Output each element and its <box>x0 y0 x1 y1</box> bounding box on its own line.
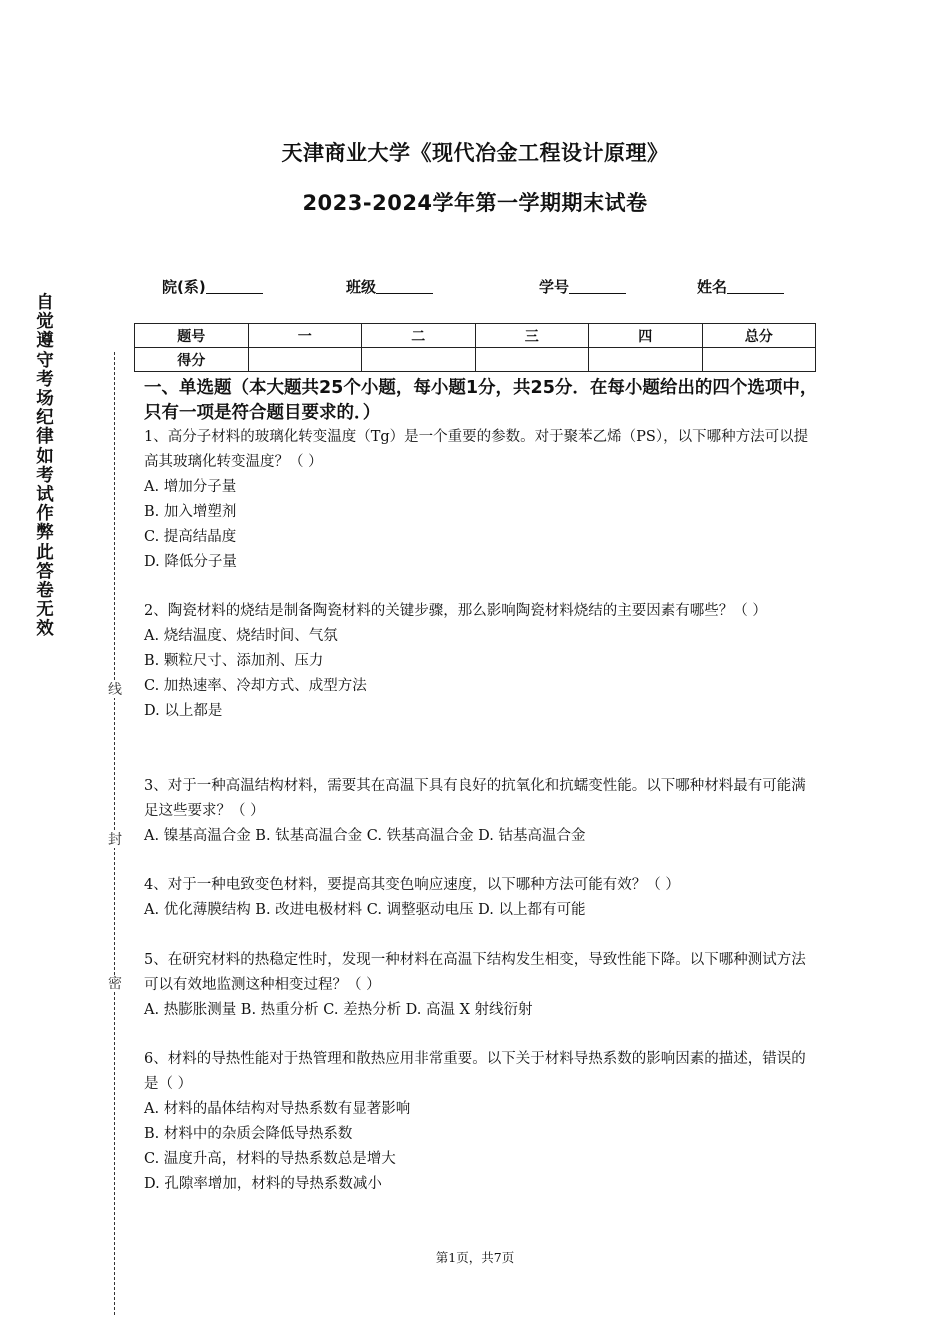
question-6 <box>144 1047 820 1197</box>
score-header-cell: 题号 <box>135 324 249 348</box>
question-3 <box>144 774 820 849</box>
score-table-score-row <box>135 348 816 372</box>
score-row-label: 得分 <box>135 348 249 372</box>
side-warning-text: 自觉遵守考场纪律如考试作弊此答卷无效 <box>36 293 54 640</box>
student-id-field <box>539 276 626 297</box>
option-a[interactable]: A. 烧结温度、烧结时间、气氛 <box>144 628 338 644</box>
question-2 <box>144 599 820 724</box>
department-blank[interactable] <box>206 279 263 294</box>
question-1 <box>144 425 820 575</box>
student-id-blank[interactable] <box>569 279 626 294</box>
option-a[interactable]: A. 增加分子量 <box>144 479 237 495</box>
score-table-header-row <box>135 324 816 348</box>
page-number: 第1页，共7页 <box>435 1250 515 1265</box>
score-cell[interactable] <box>248 348 362 372</box>
option-b[interactable]: B. 材料中的杂质会降低导热系数 <box>144 1126 353 1142</box>
option-d[interactable]: D. 降低分子量 <box>144 554 237 570</box>
question-stem: 2、陶瓷材料的烧结是制备陶瓷材料的关键步骤，那么影响陶瓷材料烧结的主要因素有哪些？（ ） <box>144 603 767 619</box>
question-stem: 6、材料的导热性能对于热管理和散热应用非常重要。以下关于材料导热系数的影响因素的描述，错误的是（ ） <box>144 1051 806 1092</box>
option-a[interactable]: A. 材料的晶体结构对导热系数有显著影响 <box>144 1101 411 1117</box>
question-5 <box>144 948 820 1023</box>
question-stem: 1、高分子材料的玻璃化转变温度（Tg）是一个重要的参数。对于聚苯乙烯（PS），以下哪种方法可以提高其玻璃化转变温度？（ ） <box>144 429 809 470</box>
question-stem: 4、对于一种电致变色材料，要提高其变色响应速度，以下哪种方法可能有效？（ ） <box>144 877 680 893</box>
question-stem: 5、在研究材料的热稳定性时，发现一种材料在高温下结构发生相变，导致性能下降。以下哪种测试方法可以有效地监测这种相变过程？（ ） <box>144 952 806 993</box>
score-cell[interactable] <box>475 348 589 372</box>
option-c[interactable]: C. 提高结晶度 <box>144 529 237 545</box>
option-line[interactable]: A. 镍基高温合金 B. 钛基高温合金 C. 铁基高温合金 D. 钴基高温合金 <box>144 828 586 844</box>
exam-subtitle: 2023-2024学年第一学期期末试卷 <box>302 191 648 215</box>
option-b[interactable]: B. 颗粒尺寸、添加剂、压力 <box>144 653 324 669</box>
question-stem: 3、对于一种高温结构材料，需要其在高温下具有良好的抗氧化和抗蠕变性能。以下哪种材料最有可能满足这些要求？（ ） <box>144 778 806 819</box>
class-label: 班级 <box>346 278 377 296</box>
name-blank[interactable] <box>727 279 784 294</box>
binding-seal-label: 封 <box>108 832 122 848</box>
option-line[interactable]: A. 热膨胀测量 B. 热重分析 C. 差热分析 D. 高温 X 射线衍射 <box>144 1002 533 1018</box>
class-blank[interactable] <box>376 279 433 294</box>
option-d[interactable]: D. 孔隙率增加，材料的导热系数减小 <box>144 1176 382 1192</box>
option-c[interactable]: C. 温度升高，材料的导热系数总是增大 <box>144 1151 396 1167</box>
binding-line-label: 线 <box>108 682 122 698</box>
score-cell[interactable] <box>589 348 703 372</box>
score-cell[interactable] <box>702 348 816 372</box>
score-header-cell: 二 <box>362 324 476 348</box>
exam-title: 天津商业大学《现代冶金工程设计原理》 <box>281 141 669 165</box>
name-field <box>697 276 784 297</box>
section-heading: 一、单选题（本大题共25个小题，每小题1分，共25分．在每小题给出的四个选项中，只有一项是符合题目要求的．） <box>144 378 818 423</box>
class-field <box>346 276 433 297</box>
binding-secret-label: 密 <box>108 976 122 992</box>
score-header-cell: 三 <box>475 324 589 348</box>
score-header-cell: 总分 <box>702 324 816 348</box>
option-line[interactable]: A. 优化薄膜结构 B. 改进电极材料 C. 调整驱动电压 D. 以上都有可能 <box>144 902 586 918</box>
score-table <box>134 323 816 372</box>
name-label: 姓名 <box>697 278 728 296</box>
option-c[interactable]: C. 加热速率、冷却方式、成型方法 <box>144 678 367 694</box>
score-cell[interactable] <box>362 348 476 372</box>
department-field <box>162 276 263 297</box>
question-4 <box>144 873 820 923</box>
score-header-cell: 四 <box>589 324 703 348</box>
option-b[interactable]: B. 加入增塑剂 <box>144 504 237 520</box>
student-id-label: 学号 <box>539 278 570 296</box>
option-d[interactable]: D. 以上都是 <box>144 703 223 719</box>
score-header-cell: 一 <box>248 324 362 348</box>
department-label: 院(系) <box>162 278 206 296</box>
